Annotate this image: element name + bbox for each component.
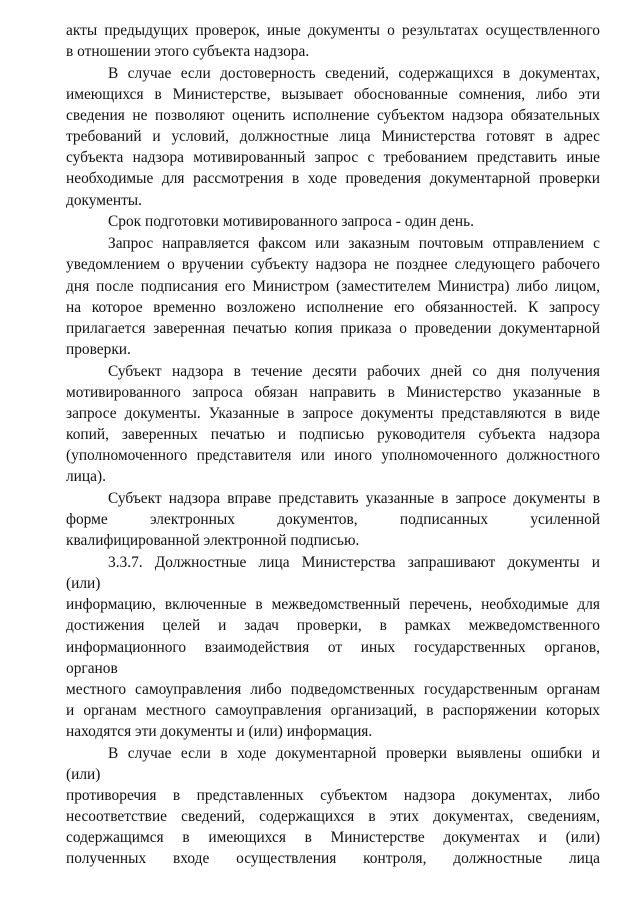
text-line: документы. bbox=[66, 191, 142, 209]
text-line: в отношении этого субъекта надзора. bbox=[66, 43, 310, 61]
text-line: копий, заверенных печатью и подписью руководителя субъекта надзора bbox=[66, 425, 600, 443]
paragraph-2 bbox=[66, 63, 600, 211]
document-page bbox=[66, 20, 600, 870]
paragraph-8 bbox=[66, 743, 600, 870]
text-line: достижения целей и задач проверки, в рамках межведомственного bbox=[66, 617, 600, 635]
paragraph-3 bbox=[66, 211, 600, 232]
paragraph-7 bbox=[66, 552, 600, 742]
text-line: акты предыдущих проверок, иные документы о результатах осуществленного bbox=[66, 22, 600, 39]
text-line: информационного взаимодействия от иных государственных органов, bbox=[66, 638, 600, 656]
text-line: на которое временно возложено исполнение его обязанностей. К запросу bbox=[66, 298, 600, 316]
text-line: В случае если достоверность сведений, содержащихся в документах, bbox=[108, 64, 600, 82]
text-line: форме электронных документов, подписанных усиленной bbox=[66, 511, 600, 529]
text-line: противоречия в представленных субъектом надзора документах, либо bbox=[66, 786, 600, 804]
text-line: местного самоуправления либо подведомственных государственным органам bbox=[66, 680, 600, 698]
paragraph-4 bbox=[66, 233, 600, 360]
text-line: запросе документы. Указанные в запросе документы представляются в виде bbox=[66, 404, 600, 422]
text-line: Срок подготовки мотивированного запроса - один день. bbox=[108, 213, 474, 231]
paragraph-5 bbox=[66, 361, 600, 488]
text-line: полученных входе осуществления контроля, должностные лица bbox=[66, 850, 600, 868]
text-line: квалифицированной электронной подписью. bbox=[66, 532, 360, 550]
text-line: требований и условий, должностные лица Министерства готовят в адрес bbox=[66, 128, 600, 146]
text-line: уведомлением о вручении субъекту надзора не позднее следующего рабочего bbox=[66, 256, 600, 274]
text-line: прилагается заверенная печатью копия приказа о проведении документарной bbox=[66, 319, 600, 337]
text-line: и органам местного самоуправления организаций, в распоряжении которых bbox=[66, 701, 600, 719]
text-line: проверки. bbox=[66, 340, 131, 358]
text-line: лица). bbox=[66, 468, 106, 486]
text-line: Запрос направляется факсом или заказным почтовым отправлением с bbox=[108, 235, 600, 253]
text-line: органов bbox=[66, 659, 118, 677]
text-line: В случае если в ходе документарной проверки выявлены ошибки и bbox=[108, 744, 600, 762]
text-line: Субъект надзора вправе представить указанные в запросе документы в bbox=[108, 490, 600, 508]
paragraph-6 bbox=[66, 488, 600, 551]
text-line: 3.3.7. Должностные лица Министерства запрашивают документы и bbox=[108, 554, 600, 572]
text-line: (или) bbox=[66, 575, 101, 593]
text-line: (уполномоченного представителя или иного уполномоченного должностного bbox=[66, 447, 600, 465]
text-line: сведения не позволяют оценить исполнение субъектом надзора обязательных bbox=[66, 107, 600, 125]
text-line: мотивированного запроса обязан направить в Министерство указанные в bbox=[66, 383, 600, 401]
text-line: находятся эти документы и (или) информация. bbox=[66, 722, 373, 740]
text-line: дня после подписания его Министром (заместителем Министра) либо лицом, bbox=[66, 277, 600, 295]
text-line: информацию, включенные в межведомственный перечень, необходимые для bbox=[66, 596, 600, 614]
text-line: несоответствие сведений, содержащихся в этих документах, сведениям, bbox=[66, 808, 600, 826]
text-line: имеющихся в Министерстве, вызывает обоснованные сомнения, либо эти bbox=[66, 86, 600, 104]
text-line: содержащимся в имеющихся в Министерстве документах и (или) bbox=[66, 829, 600, 847]
text-line: субъекта надзора мотивированный запрос с требованием представить иные bbox=[66, 149, 600, 167]
paragraph-1 bbox=[66, 20, 600, 62]
text-line: необходимые для рассмотрения в ходе проведения документарной проверки bbox=[66, 170, 600, 188]
text-line: Субъект надзора в течение десяти рабочих дней со дня получения bbox=[108, 362, 600, 380]
text-line: (или) bbox=[66, 765, 101, 783]
